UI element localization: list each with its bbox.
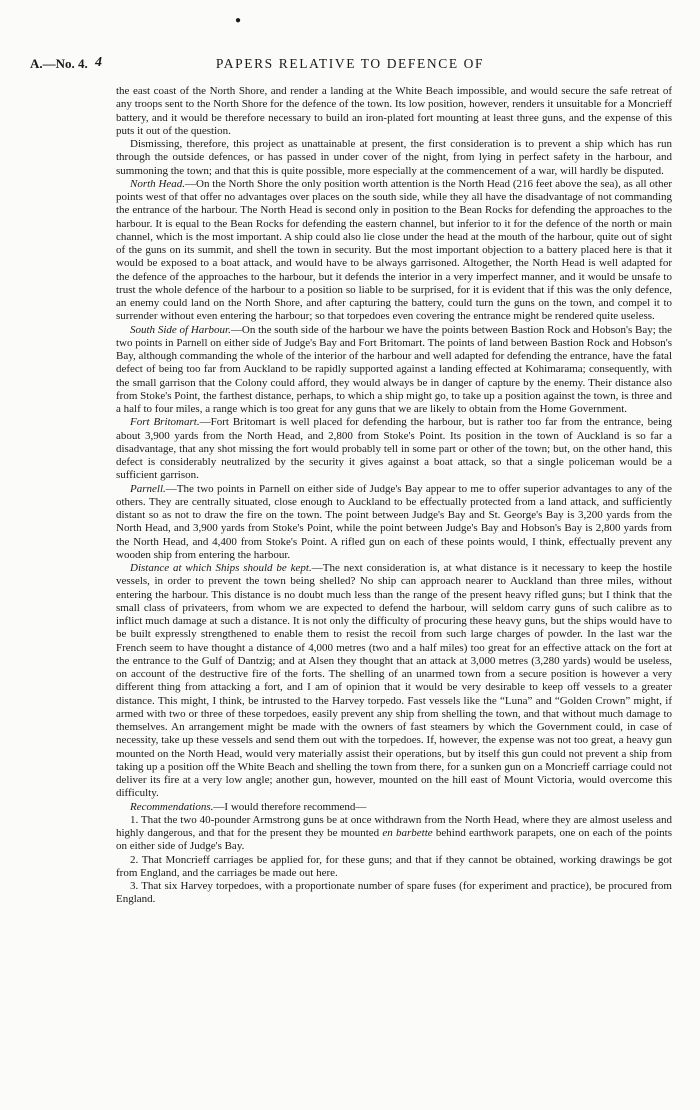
paragraph-text: —On the south side of the harbour we have the points between Bastion Rock and Hobson's Bay; the two points in Parnell on either side of Judge's Bay and Fort Britomart. The points of land between Bastion Rock and Hobson's Bay, although commanding the whole of the interior of the harbour and well adapted for defending the entrance, have the fatal defect of being too far from Auckland to be rapidly supported against a landing effected at Kohimarama; consequently, with the small garrison that the Colony could afford, they would always be in danger of capture by the enemy. Their distance also from Stoke's Point, the farthest distance, perhaps, to which a ship might go, to take up a position against the town, is three and a half to four miles, a range which is too great for any guns that we are likely to obtain from the Home Government.: [116, 323, 673, 415]
recommendation-item: [116, 814, 672, 854]
paragraph: [116, 178, 672, 324]
paragraph-text: —I would therefore recommend—: [213, 800, 367, 813]
page-mark: ●: [235, 15, 242, 26]
running-title: PAPERS RELATIVE TO DEFENCE OF: [215, 56, 485, 71]
document-reference: A.—No. 4.: [30, 56, 88, 71]
recommendation-text: 3. That six Harvey torpedoes, with a proportionate number of spare fuses (for experiment and practice), be procured from England.: [116, 880, 672, 906]
paragraph-text: the east coast of the North Shore, and render a landing at the White Beach impossible, and would secure the safe retreat of any troops sent to the North Shore for the defence of the town. Its low position, however, renders it unsuitable for a Moncrieff battery, and it would be therefore necessary to build an iron-plated fort mounting at least three guns, and the expense of this puts it out of the question.: [116, 85, 672, 137]
paragraph-text: —The two points in Parnell on either side of Judge's Bay appear to me to offer superior advantages to any of the others. They are centrally situated, close enough to Auckland to be effectually protected from a land attack, and sufficiently distant so as not to draw the fire on the town. The point between Judge's Bay and St. George's Bay is 3,200 yards from the North Head, and 3,900 yards from Stoke's Point, while the point between Judge's Bay and Hobson's Bay is 2,800 yards from the North Head, and 4,400 from Stoke's Point. A rifled gun on each of these points would, I think, effectually prevent any wooden ship from entering the harbour.: [116, 482, 672, 561]
recommendation-text: behind earthwork parapets, one on each of the points on either side of Judge's Bay.: [116, 827, 673, 853]
document-body: [116, 85, 672, 907]
paragraph-heading: North Head.: [130, 177, 186, 190]
recommendation-text: 1. That the two 40-pounder Armstrong guns be at once withdrawn from the North Head, where they are almost useless and highly dangerous, and that for the present they be mounted: [116, 813, 672, 839]
paragraph-heading: Parnell.: [130, 482, 166, 495]
paragraph-heading: South Side of Harbour.: [130, 323, 231, 336]
recommendation-item: [116, 880, 672, 907]
paragraph: [116, 483, 672, 563]
paragraph-text: —On the North Shore the only position worth attention is the North Head (216 feet above the sea), as all other points west of that offer no advantages over places on the south side, while they all have the disadvantage of not commanding the entrance of the harbour. The North Head is second only in position to the Bean Rocks for defending the approaches to the harbour. It is equal to the Bean Rocks for defending the eastern channel, but inferior to it for the defence of the north or main channel, which is the most important. A ship could also lie close under the head at the mouth of the harbour, quite out of sight of the guns on its summit, and shell the town in security. But the most important objection to a battery placed here is that it would be exposed to a boat attack, and would have to be always garrisoned. Altogether, the North Head is well adapted for the defence of the approaches to the harbour, but it defends the interior in a very imperfect manner, and it would be unsafe to trust the whole defence of the harbour to a position so liable to be surprised, for it is evident that if this was the only defence, an enemy could land on the North Shore, and after capturing the battery, could turn the guns on the town, and compel it to surrender without even entering the harbour; so that torpedoes even covering the entrance might be rendered quite useless.: [116, 177, 672, 323]
recommendation-emphasis: en barbette: [382, 827, 433, 839]
paragraph: [116, 324, 672, 417]
paragraph-heading: Recommendations.: [130, 800, 214, 813]
paragraph-heading: Fort Britomart.: [130, 416, 200, 429]
page-number: 4: [95, 55, 102, 70]
paragraph-heading: Distance at which Ships should be kept.: [130, 562, 312, 574]
recommendation-item: [116, 854, 672, 881]
recommendation-text: 2. That Moncrieff carriages be applied for, for these guns; and that if they cannot be obtained, working drawings be got from England, and the carriages be made out here.: [116, 853, 672, 879]
paragraph-text: —Fort Britomart is well placed for defending the harbour, but is rather too far from the entrance, being about 3,900 yards from the North Head, and 2,800 from Stoke's Point. Its position in the town of Auckland is so far a disadvantage, that any shot missing the fort would probably tell in some part or other of the town; but, on the other hand, this defect is considerably neutralized by the security it gives against a boat attack, so that a single policeman would be a sufficient garrison.: [116, 416, 673, 482]
paragraph: [116, 138, 672, 178]
page-header: [0, 56, 700, 76]
paragraph: [116, 416, 672, 482]
paragraph: [116, 801, 672, 814]
paragraph-text: —The next consideration is, at what distance is it necessary to keep the hostile vessels, in order to prevent the town being shelled? No ship can approach nearer to Auckland than three miles, without entering the harbour. This distance is no doubt much less than the range of the present heavy rifled guns; but I think that the small class of privateers, from whom we are expected to defend the harbour, will seldom carry guns of such calibre as to inflict much damage at such a distance. It is not only the difficulty of procuring these heavy guns, but the ships would have to be built expressly strengthened to enable them to resist the recoil from such large charges of powder. In the last war the French seem to have thought a distance of 4,000 metres (two and a half miles) too great for an effective attack on the fort at the entrance to the Gulf of Dantzig; and at Alsen they thought that an attack at 3,000 metres (3,280 yards) would be useless, on account of the destructive fire of the forts. The shelling of an unarmed town from a secure position is however a very different thing from attacking a fort, and I am of opinion that it would be very desirable to keep off vessels to a greater distance. This might, I think, be intrusted to the Harvey torpedo. Fast vessels like the “Luna” and “Golden Crown” might, if armed with two or three of these torpedoes, easily prevent any ship from shelling the town, and that without much damage to themselves. An arrangement might be made with the owners of fast steamers by which the Government could, in case of necessity, take up these vessels and send them out with the torpedoes. If, however, the expense was not too great, a heavy gun mounted on the North Head, would very materially assist their operations, but by itself this gun could not prevent a ship from taking up a position off the White Beach and shelling the town from there, for a sunken gun on a Moncrieff carriage could not deliver its fire at a very low angle; another gun, however, mounted on the hill east of Mount Victoria, would overcome this difficulty.: [116, 562, 673, 800]
paragraph: [116, 85, 672, 138]
paragraph: [116, 562, 672, 801]
paragraph-text: Dismissing, therefore, this project as unattainable at present, the first consideration is to prevent a ship which has run through the outside defences, or has passed in under cover of the night, from lying in perfect safety in the harbour, and summoning the town; and that this is quite possible, more especially at the commencement of a war, will hardly be disputed.: [116, 138, 672, 177]
